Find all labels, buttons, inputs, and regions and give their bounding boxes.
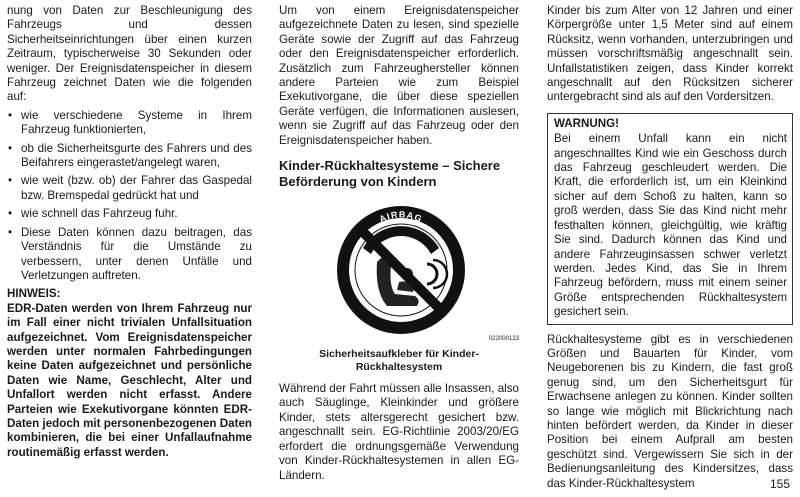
note-text: EDR-Daten werden von Ihrem Fahrzeug nur im Fall einer nicht trivialen Unfallsituation aufgezeichnet. Vom Ereignisdatenspeicher werden unter normalen Fahrbedingungen keine Daten aufgezeichnet und persönliche Daten wie Name, Geschlecht, Alter und Unfallort werden nicht erfasst. Andere Parteien wie Exekutivorgane könnten EDR-Daten jedoch mit personenbezogenen Daten kombinieren, die bei einer Unfallaufnahme routinemäßig erfasst werden. bbox=[7, 301, 252, 459]
page-number: 155 bbox=[769, 476, 790, 491]
warning-box bbox=[547, 113, 793, 325]
svg-text:AIRBAG: AIRBAG bbox=[377, 209, 425, 225]
figure-code: 022000123 bbox=[488, 336, 519, 343]
figure-caption: Sicherheitsaufkleber für Kinder-Rückhaltesystem bbox=[319, 348, 479, 374]
warning-text: Bei einem Unfall kann ein nicht angeschnalltes Kind wie ein Geschoss durch das Fahrzeug geschleudert werden. Die Kraft, die erforderlich ist, um ein Kleinkind sicher auf dem Schoß zu halten, kann so groß werden, dass Sie das Kind nicht mehr festhalten können, gleichgültig, wie kräftig Sie sind. Dadurch können das Kind und andere Fahrzeuginsassen schwer verletzt werden. Jedes Kind, das Sie in Ihrem Fahrzeug befördern, muss mit einem seiner Größe entsprechenden Rückhaltesystem gesichert sein. bbox=[554, 132, 787, 319]
list-item: • ob die Sicherheitsgurte des Fahrers und des Beifahrers eingerastet/angelegt waren, bbox=[7, 142, 252, 171]
airbag-warning-figure bbox=[279, 200, 519, 345]
edr-intro-paragraph: nung von Daten zur Beschleunigung des Fahrzeugs und dessen Sicherheitseinrichtungen über einen kurzen Zeitraum, typischerweise 30 Sekunden oder weniger. Der Ereignisdatenspeicher in diesem Fahrzeug zeichnet Daten wie die folgenden auf: bbox=[7, 4, 252, 104]
list-item: • wie weit (bzw. ob) der Fahrer das Gaspedal bzw. Bremspedal gedrückt hat und bbox=[7, 174, 252, 203]
note-title: HINWEIS: bbox=[7, 287, 61, 301]
column-left bbox=[7, 4, 252, 460]
restraint-types-paragraph: Rückhaltesysteme gibt es in verschiedenen Größen und Bauarten für Kinder, vom Neugeborenen bis zu Kindern, die fast groß genug sind, um den Sicherheitsgurt für Erwachsene anlegen zu können. Kinder sollten so lange wie möglich mit Blickrichtung nach hinten befördert werden, da Kinder in dieser Position bei einem Aufprall am besten geschützt sind. Vergewissern Sie sich in der Bedienungsanleitung des Kindersitzes, dass das Kinder-Rückhaltesystem bbox=[547, 332, 793, 490]
edr-data-list bbox=[7, 109, 252, 283]
list-item: • Diese Daten können dazu beitragen, das Verständnis für die Umstände zu verbessern, unter denen Unfälle und Verletzungen auftreten. bbox=[7, 226, 252, 284]
edr-access-paragraph: Um von einem Ereignisdatenspeicher aufgezeichnete Daten zu lesen, sind spezielle Geräte sowie der Zugriff auf das Fahrzeug oder den Ereignisdatenspeicher erforderlich. Zusätzlich zum Fahrzeughersteller können andere Parteien wie zum Beispiel Exekutivorgane, die über diese speziellen Geräte verfügen, die Informationen auslesen, wenn sie Zugriff auf das Fahrzeug oder den Ereignisdatenspeicher haben. bbox=[279, 4, 519, 147]
no-child-seat-airbag-icon bbox=[335, 200, 467, 340]
column-middle bbox=[279, 4, 519, 483]
section-heading: Kinder-Rückhaltesysteme – Sichere Beförderung von Kindern bbox=[279, 158, 501, 190]
warning-title: WARNUNG! bbox=[554, 116, 620, 130]
list-item: • wie verschiedene Systeme in Ihrem Fahrzeug funktionierten, bbox=[7, 109, 252, 138]
rear-seat-paragraph: Kinder bis zum Alter von 12 Jahren und einer Körpergröße unter 1,5 Meter sind auf einem Rücksitz, wenn vorhanden, unterzubringen und müssen vorschriftsmäßig angeschnallt sein. Unfallstatistiken zeigen, dass Kinder korrekt angeschnallt auf den Rücksitzen sicherer untergebracht sind als auf den Vordersitzen. bbox=[547, 4, 793, 104]
column-right bbox=[547, 4, 793, 491]
child-safety-paragraph: Während der Fahrt müssen alle Insassen, also auch Säuglinge, Kleinkinder und größere Kinder, stets altersgerecht gesichert bzw. angeschnallt sein. EG-Richtlinie 2003/20/EG erfordert die ordnungsgemäße Verwendung von Kinder-Rückhaltesystemen in allen EG-Ländern. bbox=[279, 382, 519, 482]
list-item: • wie schnell das Fahrzeug fuhr. bbox=[7, 207, 252, 221]
